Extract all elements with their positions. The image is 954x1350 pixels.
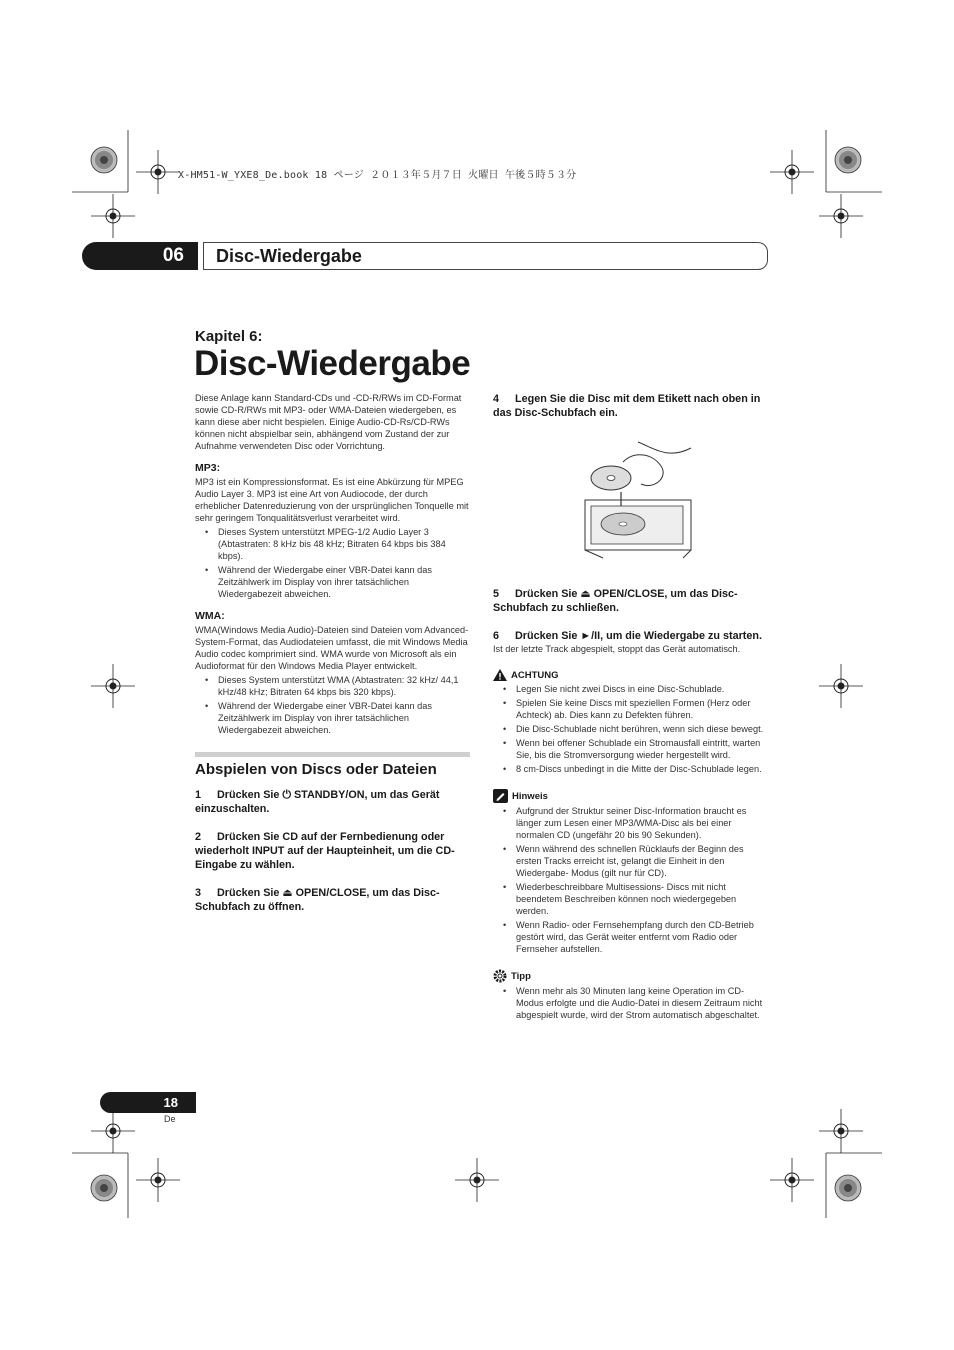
list-item: • Aufgrund der Struktur seiner Disc-Information braucht es länger zum Lesen einer MP3/WMA-Disc als bei einer normalen CD (ungefähr 20 bis 90 Sekunden). [516,805,768,841]
step-number: 5 [493,588,500,600]
list-item: • Während der Wiedergabe einer VBR-Datei kann das Zeitzählwerk im Display von ihrer tatsächlichen Wiedergabezeit abweichen. [218,700,470,736]
step-6-note: Ist der letzte Track abgespielt, stoppt das Gerät automatisch. [493,644,741,654]
mp3-bullets [195,526,470,600]
step-6 [493,629,768,643]
chapter-title: Disc-Wiedergabe [194,344,471,383]
step-number: 2 [195,831,202,843]
section-divider [195,752,470,757]
mp3-heading: MP3: [195,462,221,474]
wma-bullets [195,674,470,736]
right-column [493,392,768,1023]
tip-heading-text: Tipp [511,970,531,982]
list-item: • Wenn mehr als 30 Minuten lang keine Operation im CD-Modus erfolgte und die Audio-Datei in diesem Zeitraum nicht abgespielt wurde, wird der Strom automatisch abgeschaltet. [516,985,768,1021]
chapter-tab-title: Disc-Wiedergabe [203,242,768,270]
list-item: • Wenn während des schnellen Rücklaufs der Beginn des ersten Tracks erreicht ist, gelangt die Einheit in den Wiedergabe- Modus (gilt nur für CD). [516,843,768,879]
left-column [195,392,470,914]
warning-icon [493,669,507,681]
step-number: 4 [493,393,500,405]
tip-heading [493,969,768,983]
list-item: • Die Disc-Schublade nicht berühren, wenn sich diese bewegt. [516,723,768,735]
section-title: Abspielen von Discs oder Dateien [195,761,437,778]
step-text: Drücken Sie CD auf der Fernbedienung oder wiederholt INPUT auf der Haupteinheit, um die CD-Eingabe zu wählen. [195,831,455,871]
step-4 [493,392,768,420]
caution-heading [493,669,768,681]
list-item: • Legen Sie nicht zwei Discs in eine Disc-Schublade. [516,683,768,695]
list-item: • Wenn bei offener Schublade ein Stromausfall eintritt, warten Sie, bis die Stromversorgung wieder hergestellt wird. [516,737,768,761]
note-bullets [493,805,768,955]
step-number: 3 [195,887,202,899]
step-text: Drücken Sie ⏏ OPEN/CLOSE, um das Disc-Schubfach zu öffnen. [195,887,440,913]
list-item: • Während der Wiedergabe einer VBR-Datei kann das Zeitzählwerk im Display von ihrer tatsächlichen Wiedergabezeit abweichen. [218,564,470,600]
list-item: • 8 cm-Discs unbedingt in die Mitte der Disc-Schublade legen. [516,763,768,775]
page-language: De [164,1114,176,1124]
intro-text: Diese Anlage kann Standard-CDs und -CD-R/RWs im CD-Format sowie CD-R/RWs mit MP3- oder WMA-Dateien wiedergeben, es kann diese aber nicht bespielen. Einige Audio-CD-Rs/CD-RWs können nicht abspielbar sein, abhängend vom Zustand der zur Aufnahme verwendeten Disc oder Vorrichtung. [195,393,462,451]
list-item: • Spielen Sie keine Discs mit speziellen Formen (Herz oder Achteck) ab. Dies kann zu Defekten führen. [516,697,768,721]
note-heading-text: Hinweis [512,790,548,802]
step-number: 1 [195,789,202,801]
page-number: 18 [100,1092,196,1113]
list-item: • Wiederbeschreibbare Multisessions- Discs mit nicht beendetem Beschreiben können noch wiedergegeben werden. [516,881,768,917]
wma-text: WMA(Windows Media Audio)-Dateien sind Dateien vom Advanced-System-Format, das Audiodateien umfasst, die mit Windows Media Audio codec komprimiert sind. WMA wurde von Microsoft als ein Audioformat für den Windows Media Player entwickelt. [195,625,469,671]
list-item: • Dieses System unterstützt MPEG-1/2 Audio Layer 3 (Abtastraten: 8 kHz bis 48 kHz; Bitraten 64 kbps bis 384 kbps). [218,526,470,562]
step-5 [493,587,768,615]
list-item: • Dieses System unterstützt WMA (Abtastraten: 32 kHz/ 44,1 kHz/48 kHz; Bitraten 64 kbps bis 320 kbps). [218,674,470,698]
note-heading [493,789,768,803]
print-header: X-HM51-W_YXE8_De.book 18 ページ ２０１３年５月７日 火曜日 午後５時５３分 [178,170,577,181]
chapter-label: Kapitel 6: [195,328,263,345]
tip-bullets [493,985,768,1021]
wma-heading: WMA: [195,610,225,622]
disc-insert-illustration [583,440,693,560]
step-text: Drücken Sie ►/II, um die Wiedergabe zu starten. [515,630,762,642]
caution-heading-text: ACHTUNG [511,669,559,681]
step-3 [195,886,470,914]
caution-bullets [493,683,768,775]
step-2 [195,830,470,872]
mp3-text: MP3 ist ein Kompressionsformat. Es ist eine Abkürzung für MPEG Audio Layer 3. MP3 ist eine Art von Audiocode, der durch erheblicher Datenreduzierung von der ursprünglichen Tonquelle mit sehr geringem Tonqualitätsverlust verarbeitet wird. [195,477,469,523]
step-1 [195,788,470,816]
step-text: Drücken Sie ⏏ OPEN/CLOSE, um das Disc-Schubfach zu schließen. [493,588,738,614]
list-item: • Wenn Radio- oder Fernsehempfang durch den CD-Betrieb gestört wird, das Gerät weiter entfernt vom Radio oder Fernseher aufstellen. [516,919,768,955]
step-text: Drücken Sie ⏻ STANDBY/ON, um das Gerät einzuschalten. [195,789,440,815]
tip-gear-icon [493,969,507,983]
note-pencil-icon [493,789,508,803]
step-text: Legen Sie die Disc mit dem Etikett nach oben in das Disc-Schubfach ein. [493,393,761,419]
step-number: 6 [493,630,500,642]
chapter-tab-number: 06 [82,242,198,270]
